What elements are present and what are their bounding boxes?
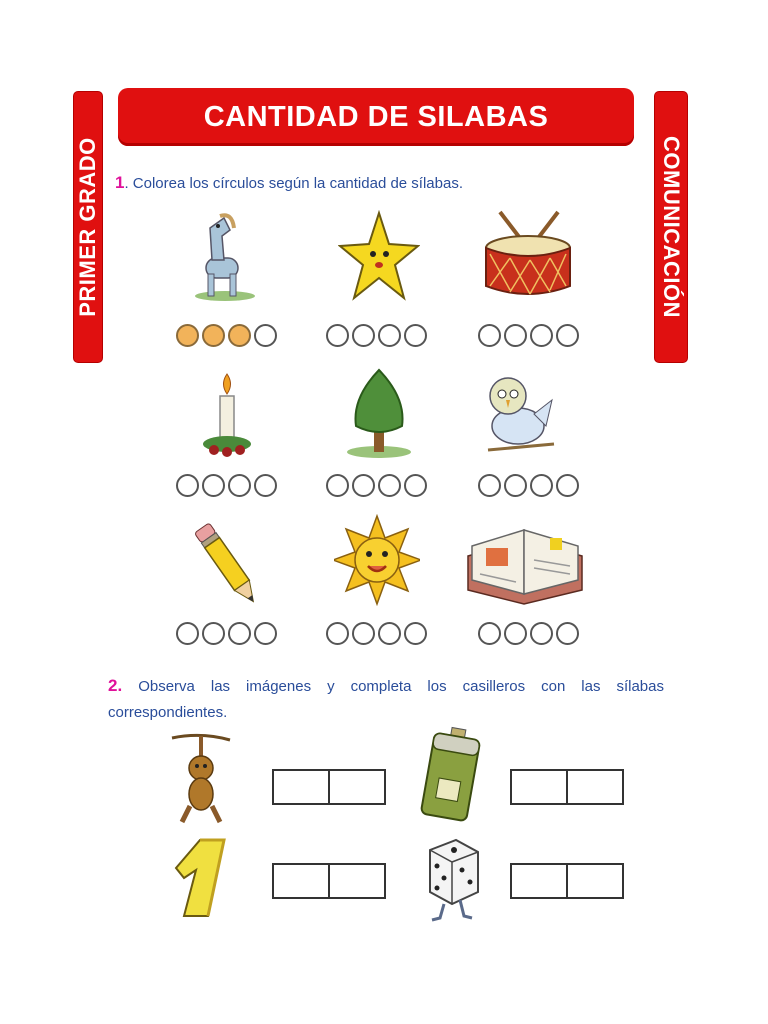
syllable-circles xyxy=(176,324,277,347)
empty-circle[interactable] xyxy=(530,324,553,347)
empty-circle[interactable] xyxy=(228,622,251,645)
empty-circle[interactable] xyxy=(504,622,527,645)
number-one-icon xyxy=(166,832,232,924)
subject-banner xyxy=(655,92,687,362)
tree-icon xyxy=(344,368,414,460)
horse-icon xyxy=(190,208,260,303)
grade-banner xyxy=(74,92,102,362)
empty-circle[interactable] xyxy=(556,324,579,347)
syllable-box[interactable] xyxy=(274,865,328,897)
colored-circle[interactable] xyxy=(228,324,251,347)
syllable-box[interactable] xyxy=(328,865,384,897)
question-2-text: Observa las imágenes y completa los casilleros con las sílabas correspondientes. xyxy=(108,678,664,721)
empty-circle[interactable] xyxy=(378,474,401,497)
empty-circle[interactable] xyxy=(478,474,501,497)
question-1-number: 1 xyxy=(115,173,125,192)
drum-icon xyxy=(480,210,576,302)
empty-circle[interactable] xyxy=(352,474,375,497)
syllable-circles xyxy=(478,622,579,645)
empty-circle[interactable] xyxy=(254,324,277,347)
empty-circle[interactable] xyxy=(504,474,527,497)
syllable-box[interactable] xyxy=(274,771,328,803)
syllable-box[interactable] xyxy=(512,771,566,803)
sun-icon xyxy=(334,514,420,606)
empty-circle[interactable] xyxy=(202,622,225,645)
empty-circle[interactable] xyxy=(378,324,401,347)
dice-icon xyxy=(420,830,484,926)
syllable-circles xyxy=(478,324,579,347)
empty-circle[interactable] xyxy=(556,622,579,645)
colored-circle[interactable] xyxy=(202,324,225,347)
empty-circle[interactable] xyxy=(530,474,553,497)
syllable-boxes xyxy=(510,863,624,899)
syllable-circles xyxy=(326,324,427,347)
empty-circle[interactable] xyxy=(478,622,501,645)
empty-circle[interactable] xyxy=(378,622,401,645)
empty-circle[interactable] xyxy=(352,622,375,645)
question-1 xyxy=(115,173,463,193)
empty-circle[interactable] xyxy=(326,324,349,347)
empty-circle[interactable] xyxy=(254,474,277,497)
empty-circle[interactable] xyxy=(228,474,251,497)
syllable-boxes xyxy=(272,863,386,899)
question-2 xyxy=(108,673,664,726)
syllable-box[interactable] xyxy=(566,865,622,897)
syllable-circles xyxy=(176,622,277,645)
empty-circle[interactable] xyxy=(176,622,199,645)
empty-circle[interactable] xyxy=(504,324,527,347)
pencil-icon xyxy=(194,516,260,612)
empty-circle[interactable] xyxy=(254,622,277,645)
subject-label: COMUNICACIÓN xyxy=(659,136,684,318)
candle-icon xyxy=(198,372,256,460)
syllable-boxes xyxy=(272,769,386,805)
empty-circle[interactable] xyxy=(404,324,427,347)
empty-circle[interactable] xyxy=(176,474,199,497)
book-icon xyxy=(464,516,588,608)
empty-circle[interactable] xyxy=(478,324,501,347)
syllable-circles xyxy=(478,474,579,497)
empty-circle[interactable] xyxy=(530,622,553,645)
syllable-box[interactable] xyxy=(328,771,384,803)
question-1-text: . Colorea los círculos según la cantidad de sílabas. xyxy=(124,175,463,192)
empty-circle[interactable] xyxy=(202,474,225,497)
star-icon xyxy=(338,210,420,302)
syllable-circles xyxy=(326,474,427,497)
colored-circle[interactable] xyxy=(176,324,199,347)
bird-icon xyxy=(484,370,556,458)
empty-circle[interactable] xyxy=(556,474,579,497)
syllable-boxes xyxy=(510,769,624,805)
empty-circle[interactable] xyxy=(326,622,349,645)
monkey-icon xyxy=(168,730,234,826)
syllable-circles xyxy=(176,474,277,497)
grade-label: PRIMER GRADO xyxy=(75,137,100,317)
syllable-box[interactable] xyxy=(512,865,566,897)
empty-circle[interactable] xyxy=(326,474,349,497)
syllable-box[interactable] xyxy=(566,771,622,803)
syllable-circles xyxy=(326,622,427,645)
empty-circle[interactable] xyxy=(404,474,427,497)
page-title: CANTIDAD DE SILABAS xyxy=(118,88,634,146)
battery-icon xyxy=(414,724,488,824)
empty-circle[interactable] xyxy=(404,622,427,645)
question-2-number: 2. xyxy=(108,676,123,695)
empty-circle[interactable] xyxy=(352,324,375,347)
